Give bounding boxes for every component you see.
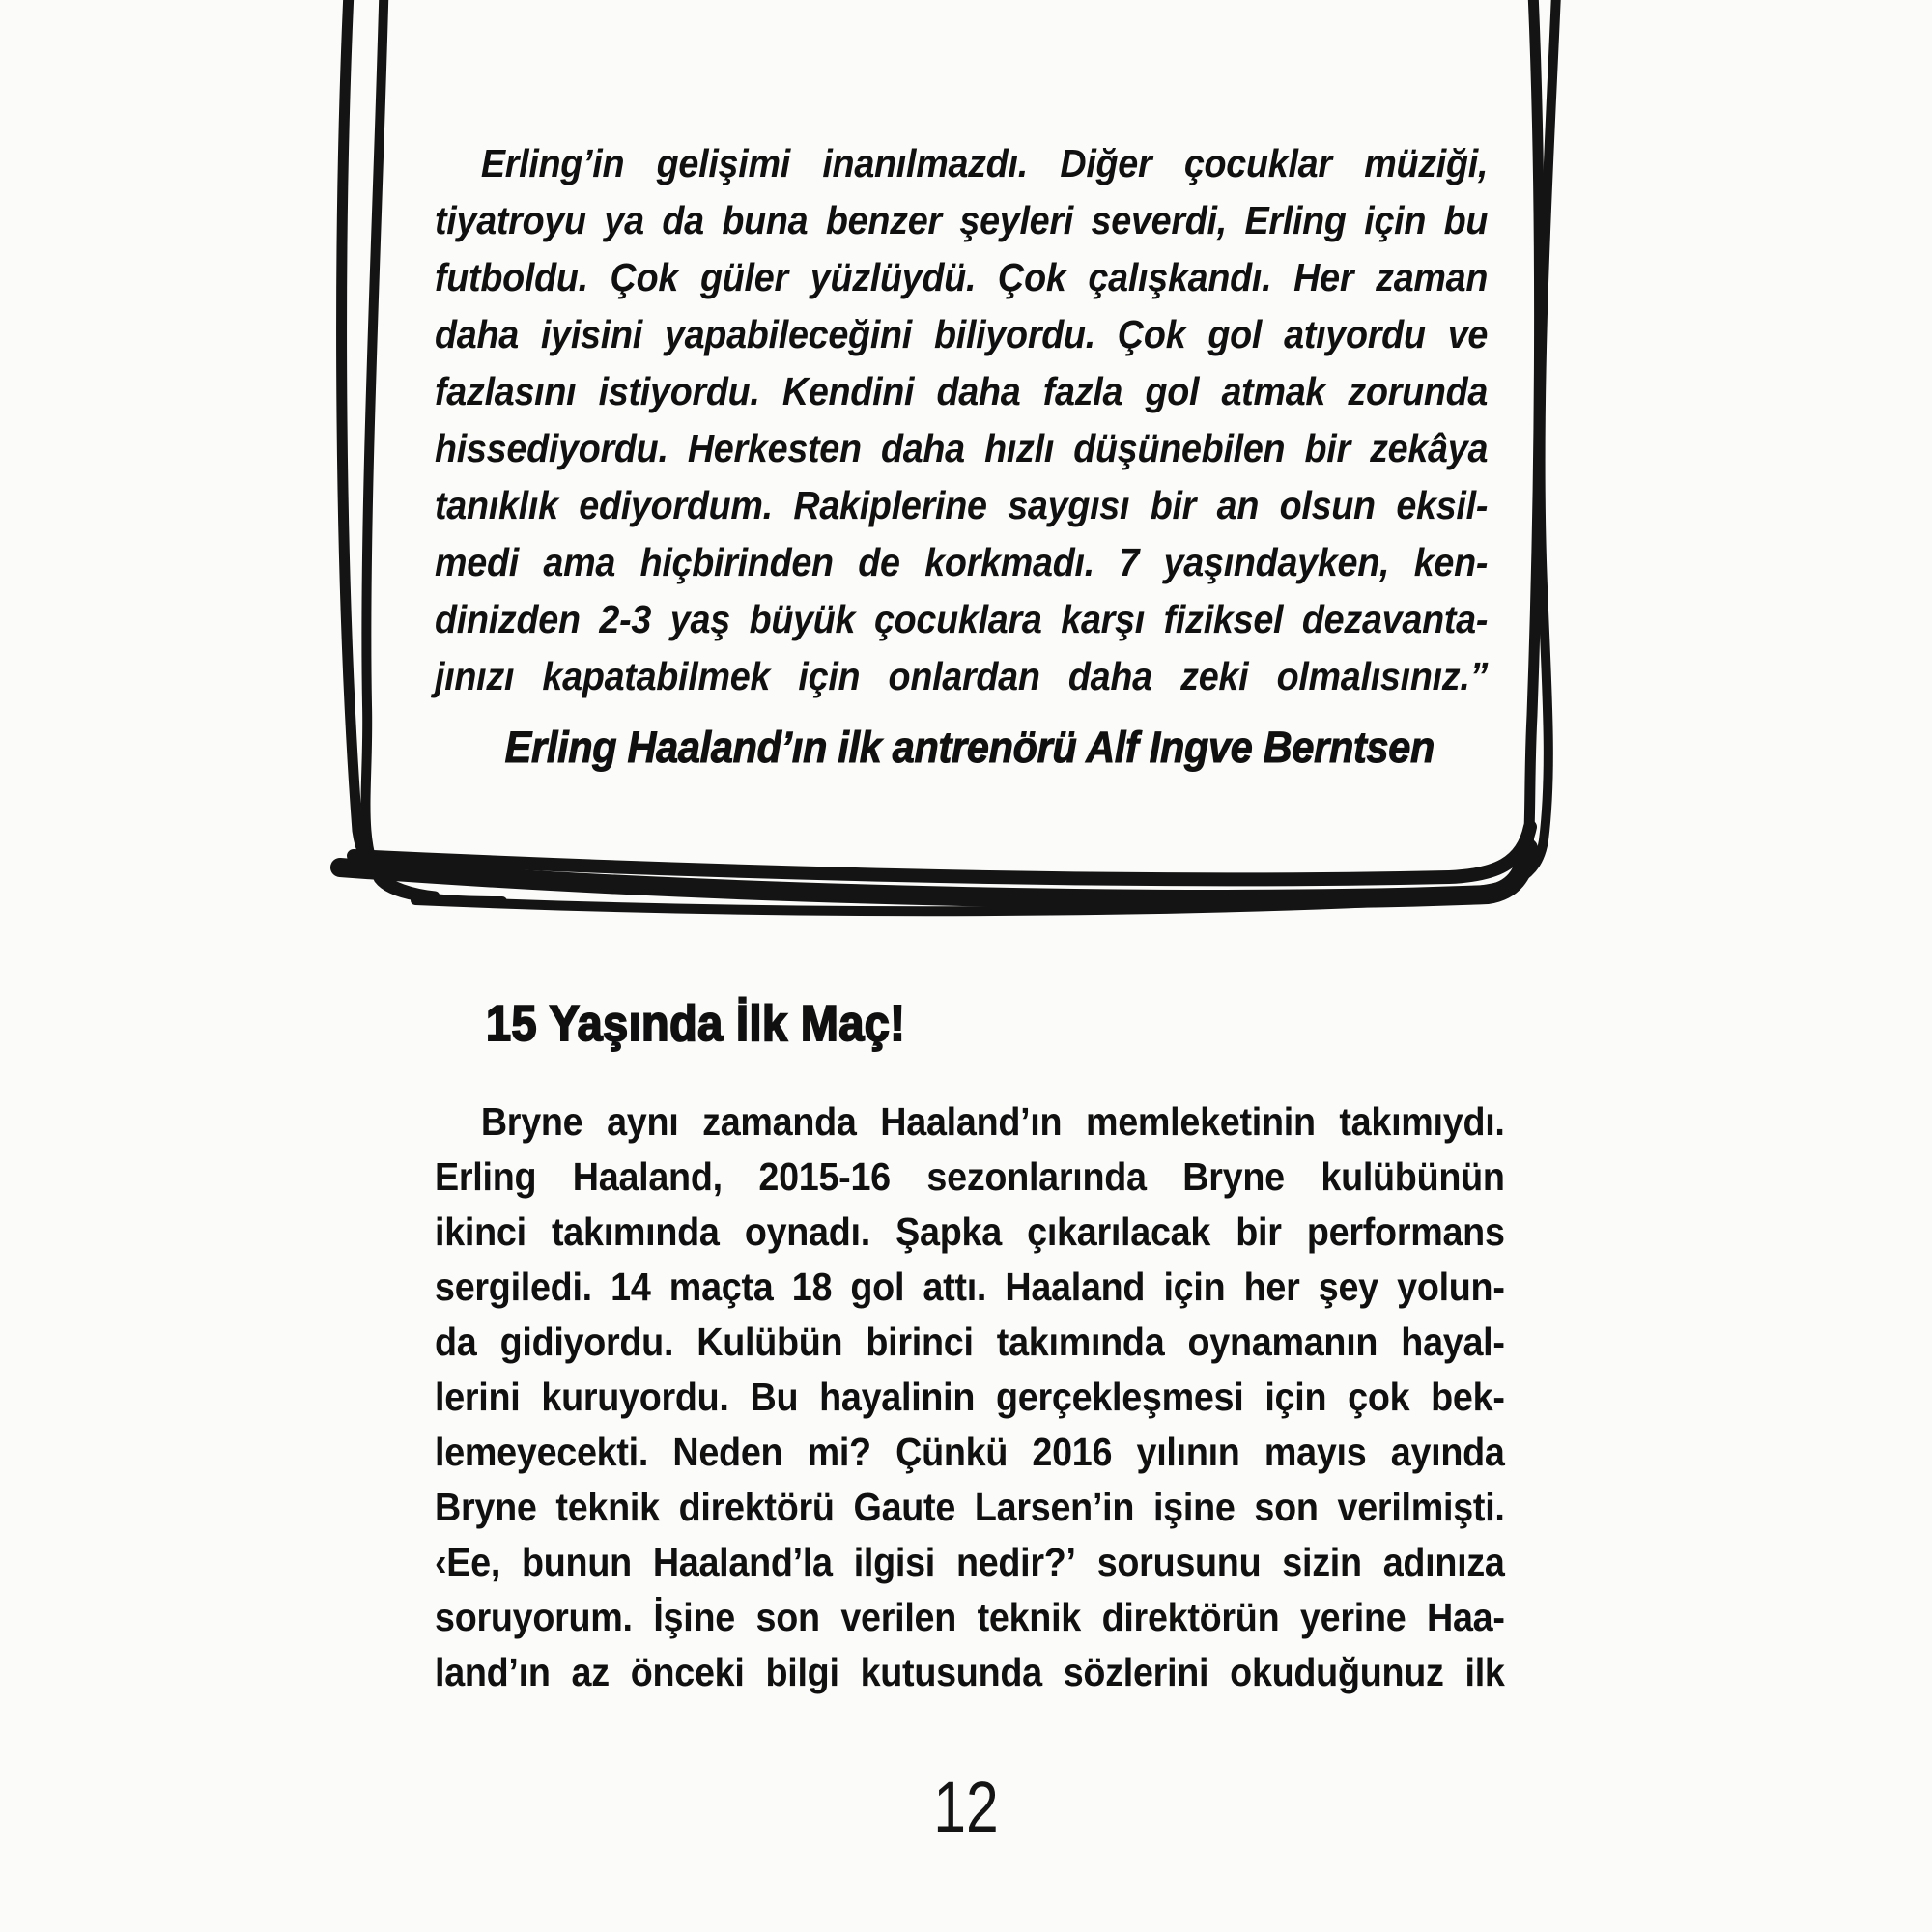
word: memleketinin: [1085, 1099, 1316, 1144]
word: güler: [700, 255, 788, 299]
word: yaşındayken,: [1163, 540, 1390, 584]
word: sizin: [1282, 1540, 1362, 1584]
word: Gaute: [853, 1485, 956, 1529]
word: attı.: [923, 1264, 987, 1309]
word: nedir?’: [955, 1540, 1076, 1584]
word: 14: [611, 1264, 651, 1309]
word: ayında: [1390, 1430, 1505, 1474]
word: Rakiplerine: [793, 483, 987, 527]
word: hayalinin: [819, 1375, 976, 1419]
word: zaman: [1376, 255, 1489, 299]
word: yolun-: [1397, 1264, 1505, 1309]
word: oynadı.: [744, 1209, 870, 1254]
body-line: [435, 1430, 1505, 1485]
word: sözlerini: [1063, 1650, 1209, 1694]
word: teknik: [977, 1595, 1081, 1639]
word: bu: [1443, 198, 1489, 242]
word: çalışkandı.: [1088, 255, 1272, 299]
word: biliyordu.: [933, 312, 1095, 356]
box-left-stroke-outer: [342, 0, 435, 896]
word: tiyatroyu: [435, 198, 586, 242]
word: Erling: [1244, 198, 1347, 242]
word: ikinci: [435, 1209, 526, 1254]
word: düşünebilen: [1073, 426, 1286, 470]
quote-line: [435, 141, 1488, 198]
word: şeyleri: [959, 198, 1073, 242]
word: Bryne: [435, 1485, 537, 1529]
box-bottom-stroke-upper: [354, 827, 1530, 879]
word: Neden: [672, 1430, 783, 1474]
word: birinci: [866, 1320, 974, 1364]
word: istiyordu.: [598, 369, 760, 413]
quote-line: [435, 312, 1488, 369]
word: Çünkü: [895, 1430, 1009, 1474]
word: işine: [1152, 1485, 1236, 1529]
word: fazlasını: [435, 369, 577, 413]
word: Haaland,: [572, 1154, 723, 1199]
word: için: [1163, 1264, 1226, 1309]
word: yerine: [1299, 1595, 1406, 1639]
box-bottom-stroke-main: [340, 848, 1528, 899]
word: bek-: [1431, 1375, 1505, 1419]
word: okuduğunuz: [1230, 1650, 1444, 1694]
word: kulübünün: [1321, 1154, 1505, 1199]
word: daha: [435, 312, 519, 356]
word: verilmişti.: [1337, 1485, 1505, 1529]
word: gol: [1208, 312, 1263, 356]
word: bir: [1236, 1209, 1282, 1254]
word: zekâya: [1370, 426, 1489, 470]
word: kutusunda: [860, 1650, 1042, 1694]
word: sergiledi.: [435, 1264, 592, 1309]
body-line: [435, 1595, 1505, 1650]
word: severdi,: [1091, 198, 1227, 242]
word: Şapka: [895, 1209, 1002, 1254]
word: takımında: [552, 1209, 720, 1254]
word: futboldu.: [435, 255, 588, 299]
word: büyük: [749, 597, 856, 641]
word: hissediyordu.: [435, 426, 668, 470]
word: zamanda: [702, 1099, 857, 1144]
word: yaş: [669, 597, 730, 641]
word: performans: [1306, 1209, 1505, 1254]
word: Kulübün: [696, 1320, 843, 1364]
word: takımında: [996, 1320, 1165, 1364]
word: iyisini: [540, 312, 642, 356]
body-line: [435, 1264, 1505, 1320]
word: jınızı: [435, 654, 515, 698]
quote-line: [435, 654, 1488, 711]
word: için: [1364, 198, 1427, 242]
word: şey: [1318, 1264, 1378, 1309]
quote-line: [435, 426, 1488, 483]
word: sezonlarında: [926, 1154, 1147, 1199]
word: Bu: [750, 1375, 799, 1419]
word: önceki: [630, 1650, 745, 1694]
word: ilgisi: [853, 1540, 935, 1584]
body-line: [435, 1320, 1505, 1375]
word: lerini: [435, 1375, 521, 1419]
word: yılının: [1136, 1430, 1240, 1474]
word: atmak: [1221, 369, 1326, 413]
word: Larsen’in: [974, 1485, 1135, 1529]
word: Bryne: [1182, 1154, 1285, 1199]
word: Bryne: [480, 1099, 583, 1144]
body-paragraph: [435, 1099, 1505, 1705]
word: Erling’in: [480, 141, 625, 185]
word: zorunda: [1348, 369, 1489, 413]
word: mi?: [807, 1430, 871, 1474]
quote-line: [435, 483, 1488, 540]
word: hızlı: [984, 426, 1055, 470]
word: 7: [1119, 540, 1140, 584]
word: her: [1243, 1264, 1300, 1309]
word: hiçbirinden: [639, 540, 834, 584]
word: olmalısınız.”: [1276, 654, 1489, 698]
word: 2-3: [599, 597, 652, 641]
word: çıkarılacak: [1027, 1209, 1211, 1254]
word: hayal-: [1401, 1320, 1505, 1364]
word: için: [798, 654, 861, 698]
word: 2016: [1032, 1430, 1113, 1474]
word: land’ın: [435, 1650, 551, 1694]
word: için: [1264, 1375, 1327, 1419]
word: gelişimi: [656, 141, 790, 185]
word: soruyorum.: [435, 1595, 633, 1639]
word: atıyordu: [1284, 312, 1426, 356]
word: dinizden: [435, 597, 581, 641]
word: Haaland: [1005, 1264, 1146, 1309]
body-line: [435, 1650, 1505, 1705]
word: ‹Ee,: [435, 1540, 501, 1584]
word: İşine: [653, 1595, 735, 1639]
word: Erling: [435, 1154, 537, 1199]
word: çocuklara: [873, 597, 1042, 641]
word: ediyordum.: [579, 483, 773, 527]
body-line: [435, 1209, 1505, 1264]
word: oynamanın: [1187, 1320, 1378, 1364]
quote-text: [435, 141, 1488, 711]
word: müziği,: [1364, 141, 1489, 185]
word: olsun: [1279, 483, 1376, 527]
word: ken-: [1413, 540, 1489, 584]
word: onlardan: [888, 654, 1040, 698]
word: gol: [1145, 369, 1200, 413]
word: kuruyordu.: [541, 1375, 729, 1419]
word: 18: [791, 1264, 833, 1309]
word: inanılmazdı.: [822, 141, 1028, 185]
word: ya: [604, 198, 644, 242]
word: Her: [1293, 255, 1354, 299]
quote-line: [435, 255, 1488, 312]
word: fiziksel: [1163, 597, 1284, 641]
word: teknik: [555, 1485, 660, 1529]
word: saygısı: [1008, 483, 1130, 527]
word: gerçekleşmesi: [996, 1375, 1244, 1419]
word: yüzlüydü.: [810, 255, 977, 299]
word: daha: [936, 369, 1021, 413]
word: benzer: [825, 198, 942, 242]
quote-line: [435, 198, 1488, 255]
word: gol: [850, 1264, 905, 1309]
word: Herkesten: [687, 426, 862, 470]
word: Haa-: [1427, 1595, 1505, 1639]
word: direktörü: [678, 1485, 835, 1529]
word: Çok: [998, 255, 1066, 299]
quote-line: [435, 369, 1488, 426]
word: Çok: [1117, 312, 1186, 356]
word: zeki: [1180, 654, 1249, 698]
word: korkmadı.: [924, 540, 1094, 584]
word: mayıs: [1264, 1430, 1367, 1474]
box-bottom-stroke-lower: [415, 898, 1459, 911]
word: maçta: [668, 1264, 774, 1309]
word: ilk: [1464, 1650, 1505, 1694]
word: Kendini: [781, 369, 915, 413]
quote-line: [435, 540, 1488, 597]
word: dezavanta-: [1301, 597, 1489, 641]
word: gidiyordu.: [499, 1320, 674, 1364]
word: buna: [722, 198, 809, 242]
word: ve: [1447, 312, 1489, 356]
word: lemeyecekti.: [435, 1430, 649, 1474]
word: çok: [1348, 1375, 1410, 1419]
word: de: [858, 540, 900, 584]
word: yapabileceğini: [664, 312, 912, 356]
box-right-stroke-outer: [1525, 0, 1540, 867]
word: bunun: [522, 1540, 632, 1584]
word: bilgi: [765, 1650, 839, 1694]
word: an: [1216, 483, 1260, 527]
word: aynı: [607, 1099, 679, 1144]
word: son: [1254, 1485, 1319, 1529]
page-number: 12: [933, 1767, 999, 1847]
quote-line: [435, 597, 1488, 654]
word: son: [755, 1595, 820, 1639]
word: az: [571, 1650, 610, 1694]
word: da: [435, 1320, 477, 1364]
word: bir: [1304, 426, 1350, 470]
word: daha: [1067, 654, 1152, 698]
word: sorusunu: [1096, 1540, 1262, 1584]
word: adınıza: [1382, 1540, 1505, 1584]
section-heading: 15 Yaşında İlk Maç!: [486, 996, 906, 1052]
word: eksil-: [1396, 483, 1489, 527]
word: direktörün: [1101, 1595, 1280, 1639]
body-line: [435, 1485, 1505, 1540]
word: da: [662, 198, 704, 242]
word: medi: [435, 540, 519, 584]
word: Çok: [610, 255, 679, 299]
body-line: [435, 1540, 1505, 1595]
word: bir: [1150, 483, 1197, 527]
word: kapatabilmek: [542, 654, 771, 698]
word: fazla: [1042, 369, 1123, 413]
body-line: [435, 1099, 1505, 1154]
word: takımıydı.: [1339, 1099, 1505, 1144]
quote-attribution: Erling Haaland’ın ilk antrenörü Alf Ingve Berntsen: [504, 723, 1435, 772]
word: ama: [543, 540, 616, 584]
word: Haaland’ın: [880, 1099, 1063, 1144]
body-line: [435, 1154, 1505, 1209]
word: çocuklar: [1183, 141, 1332, 185]
word: verilen: [840, 1595, 957, 1639]
word: karşı: [1061, 597, 1145, 641]
word: daha: [880, 426, 965, 470]
word: Diğer: [1060, 141, 1152, 185]
word: tanıklık: [435, 483, 558, 527]
word: 2015-16: [758, 1154, 891, 1199]
body-line: [435, 1375, 1505, 1430]
word: Haaland’la: [652, 1540, 833, 1584]
